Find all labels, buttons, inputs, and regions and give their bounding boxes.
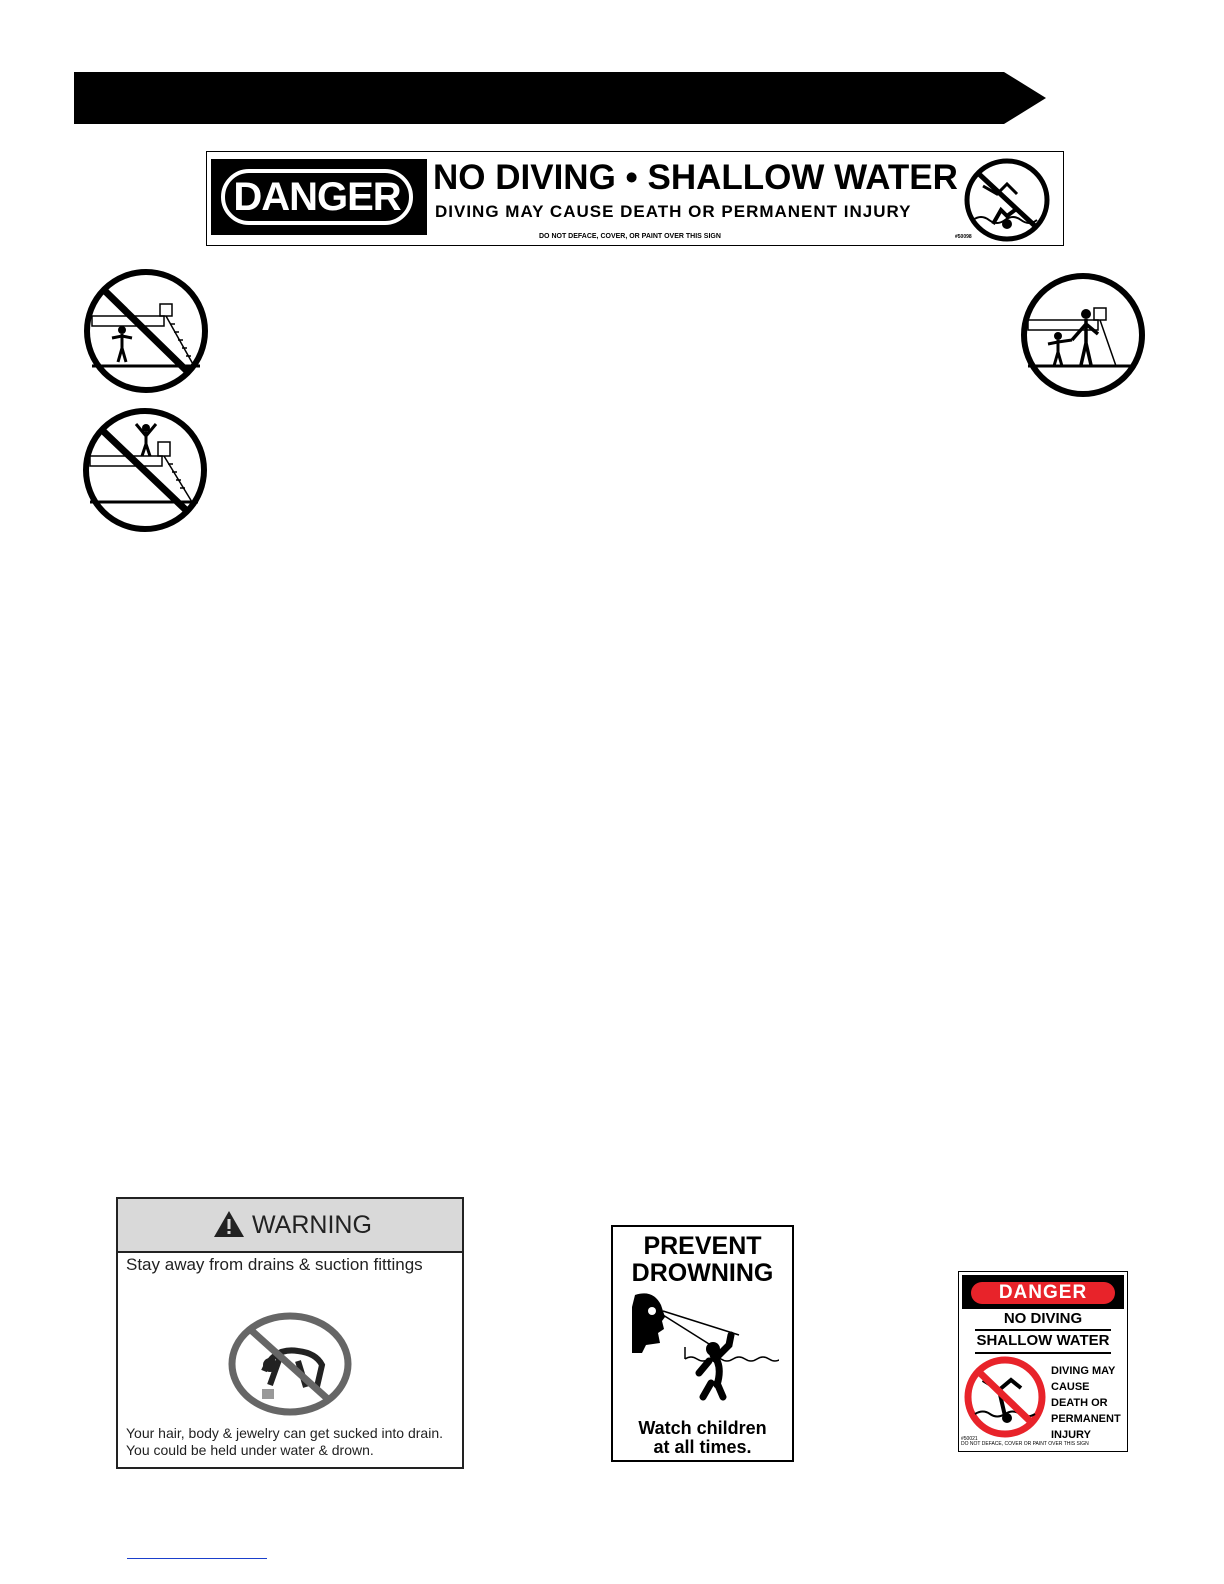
prevent-footer-line-2: at all times. bbox=[653, 1437, 752, 1457]
no-unsupervised-child-icon bbox=[82, 268, 212, 396]
shallow-water-text: SHALLOW WATER bbox=[976, 1332, 1110, 1349]
sign-code: #50021 bbox=[961, 1436, 978, 1442]
no-diving-icon bbox=[963, 158, 1051, 242]
watch-children-icon bbox=[627, 1291, 779, 1415]
no-diving-icon bbox=[961, 1356, 1049, 1438]
danger-side-line-4: PERMANENT bbox=[1051, 1413, 1121, 1425]
no-climbing-icon bbox=[80, 406, 210, 534]
prevent-drowning-sign bbox=[611, 1225, 794, 1462]
drain-warning-icon bbox=[226, 1311, 356, 1417]
divider bbox=[975, 1329, 1111, 1331]
danger-side-line-3: DEATH OR bbox=[1051, 1397, 1108, 1409]
warning-footer-line-2: You could be held under water & drown. bbox=[126, 1442, 374, 1458]
danger-label-box bbox=[211, 159, 427, 235]
danger-side-line-5: INJURY bbox=[1051, 1429, 1091, 1441]
banner-subtitle: DIVING MAY CAUSE DEATH OR PERMANENT INJURY bbox=[435, 202, 912, 221]
danger-side-line-1: DIVING MAY bbox=[1051, 1365, 1116, 1377]
prevent-title-line-2: DROWNING bbox=[631, 1259, 774, 1287]
prevent-title-line-1: PREVENT bbox=[643, 1232, 762, 1260]
banner-code: #50098 bbox=[955, 234, 972, 240]
danger-side-text bbox=[1051, 1363, 1121, 1443]
danger-label: DANGER bbox=[221, 169, 413, 225]
section-header-bar bbox=[74, 72, 1046, 124]
banner-fine-print: DO NOT DEFACE, COVER, OR PAINT OVER THIS SIGN bbox=[539, 233, 721, 240]
warning-instruction: Stay away from drains & suction fittings bbox=[126, 1255, 423, 1274]
danger-side-line-2: CAUSE bbox=[1051, 1381, 1090, 1393]
warning-footer-line-1: Your hair, body & jewelry can get sucked into drain. bbox=[126, 1425, 444, 1441]
danger-header bbox=[962, 1275, 1124, 1309]
warning-triangle-icon bbox=[213, 1210, 245, 1238]
banner-title: NO DIVING • SHALLOW WATER bbox=[433, 158, 958, 197]
no-diving-banner-sign bbox=[206, 151, 1064, 246]
danger-no-diving-sign bbox=[958, 1271, 1128, 1452]
no-diving-text: NO DIVING bbox=[1003, 1310, 1083, 1327]
warning-header bbox=[118, 1199, 462, 1253]
supervised-child-icon bbox=[1018, 272, 1148, 400]
sign-fine-print: DO NOT DEFACE, COVER OR PAINT OVER THIS SIGN bbox=[961, 1441, 1089, 1447]
footer-link-underline[interactable] bbox=[127, 1558, 267, 1559]
danger-label: DANGER bbox=[971, 1282, 1115, 1304]
divider bbox=[975, 1352, 1111, 1354]
prevent-title bbox=[613, 1233, 792, 1287]
prevent-footer bbox=[613, 1419, 792, 1457]
warning-footer bbox=[126, 1425, 443, 1459]
warning-title: WARNING bbox=[252, 1211, 372, 1239]
prevent-footer-line-1: Watch children bbox=[638, 1418, 767, 1438]
drain-warning-sign bbox=[116, 1197, 464, 1469]
